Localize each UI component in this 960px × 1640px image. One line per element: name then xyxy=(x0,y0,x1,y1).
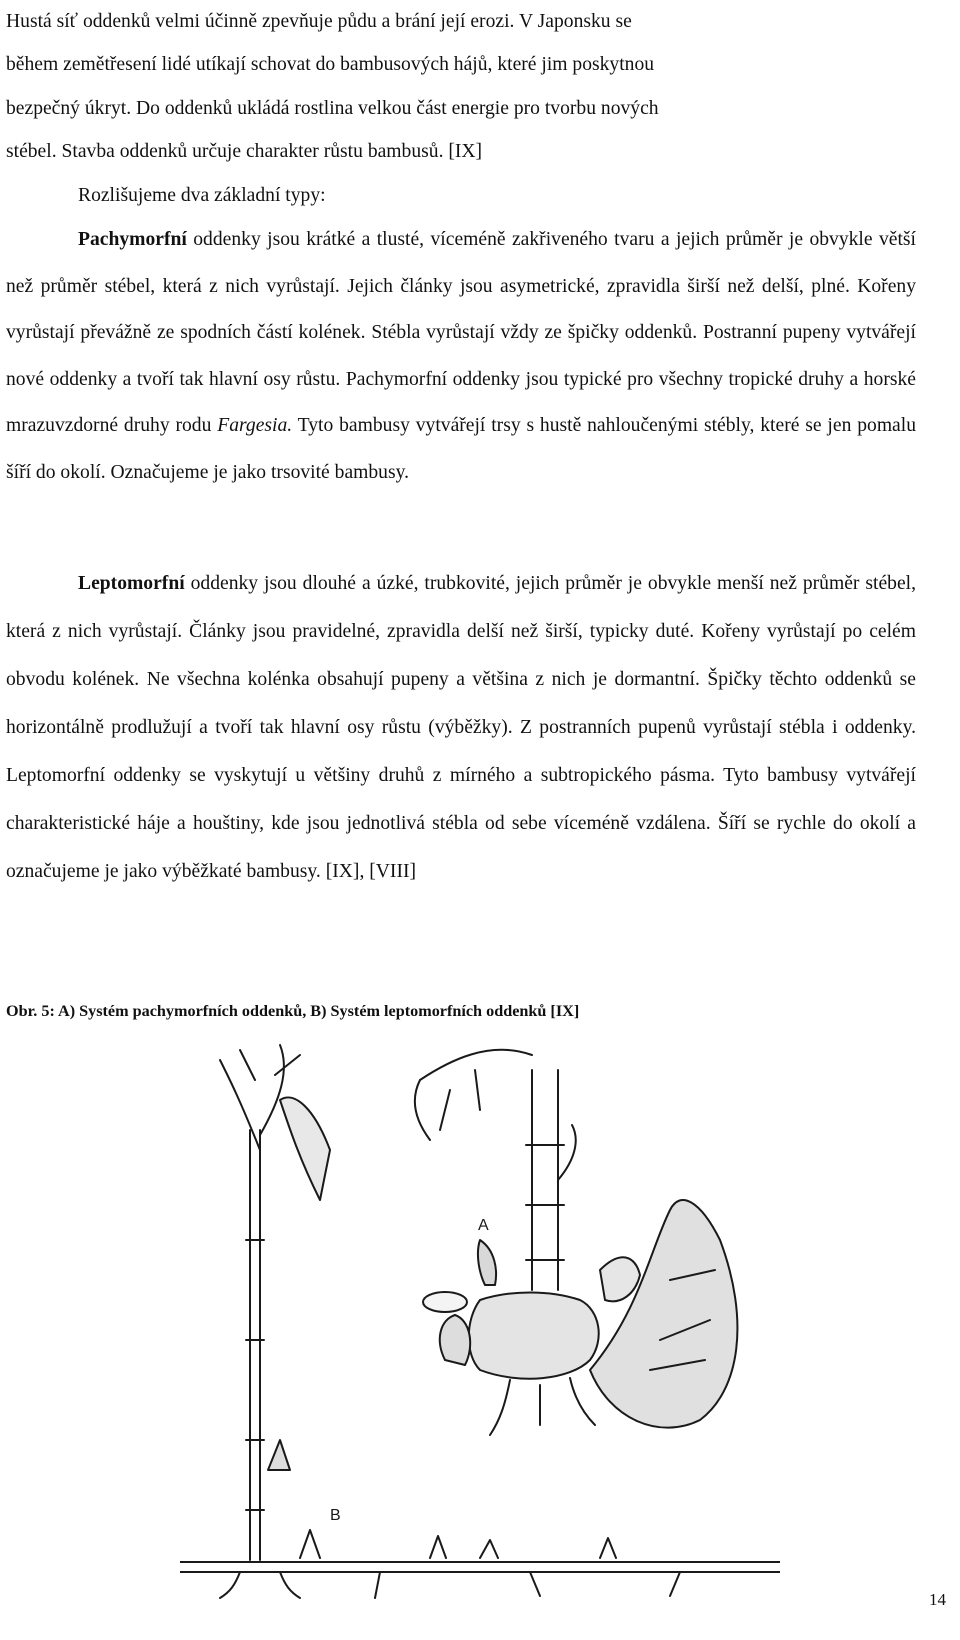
culm-b xyxy=(250,1130,260,1560)
label-a: A xyxy=(478,1217,489,1234)
rhizome-bud-a xyxy=(590,1200,737,1428)
paragraph-leptomorph xyxy=(6,560,916,896)
label-b: B xyxy=(330,1507,341,1524)
paragraph-text: Tyto bambusy vytvářejí trsy s hustě nahloučenými stébly, které se jen pomalu šíří do okolí. Označujeme je jako trsovité bambusy. xyxy=(6,415,916,483)
culm-a xyxy=(532,1070,558,1290)
text-line: Hustá síť oddenků velmi účinně zpevňuje půdu a brání její erozi. V Japonsku se xyxy=(6,11,632,32)
figure-caption: Obr. 5: A) Systém pachymorfních oddenků, B) Systém leptomorfních oddenků [IX] xyxy=(6,1002,580,1020)
rhizome-b xyxy=(180,1562,780,1572)
rhizome-a xyxy=(469,1293,599,1379)
genus-name: Fargesia. xyxy=(217,415,293,437)
text-line: stébel. Stavba oddenků určuje charakter růstu bambusů. [IX] xyxy=(6,141,483,163)
term-leptomorph: Leptomorfní xyxy=(78,573,185,594)
paragraph-text: oddenky jsou dlouhé a úzké, trubkovité, jejich průměr je obvykle menší než průměr stébel, která z nich vyrůstají. Články jsou pravidelné, zpravidla delší než širší, typicky duté. Kořeny vyrůstají po celém obvodu kolének. Ne všechna kolénka obsahují pupeny a většina z nich je dormantní. Špičky těchto oddenků se horizontálně prodlužují a tvoří tak hlavní osy růstu (výběžky). Z postranních pupenů vyrůstají stébla i oddenky. Leptomorfní oddenky se vyskytují u většiny druhů z mírného a subtropického pásma. Tyto bambusy vytvářejí charakteristické háje a houštiny, kde jsou jednotlivá stébla od sebe víceméně vzdálena. Šíří se rychle do okolí a označujeme je jako výběžkaté bambusy. [IX], [VIII] xyxy=(6,573,916,882)
text-line: během zemětřesení lidé utíkají schovat do bambusových hájů, které jim poskytnou xyxy=(6,54,655,76)
paragraph-intro xyxy=(6,0,916,217)
bamboo-rhizome-illustration xyxy=(180,1040,780,1600)
text-line: bezpečný úkryt. Do oddenků ukládá rostlina velkou část energie pro tvorbu nových xyxy=(6,97,659,119)
paragraph-text: oddenky jsou krátké a tlusté, víceméně zakřiveného tvaru a jejich průměr je obvykle větší než průměr stébel, která z nich vyrůstají. Jejich články jsou asymetrické, zpravidla širší než delší, plné. Kořeny vyrůstají převážně ze spodních částí kolének. Stébla vyrůstají vždy ze špičky oddenků. Postranní pupeny vytvářejí nové oddenky a tvoří tak hlavní osy růstu. Pachymorfní oddenky jsou typické pro všechny tropické druhy a horské mrazuvzdorné druhy rodu xyxy=(6,229,916,437)
paragraph-pachymorph xyxy=(6,217,916,497)
page-number: 14 xyxy=(929,1590,946,1609)
text-line: Rozlišujeme dva základní typy: xyxy=(78,184,326,206)
term-pachymorph: Pachymorfní xyxy=(78,229,187,250)
